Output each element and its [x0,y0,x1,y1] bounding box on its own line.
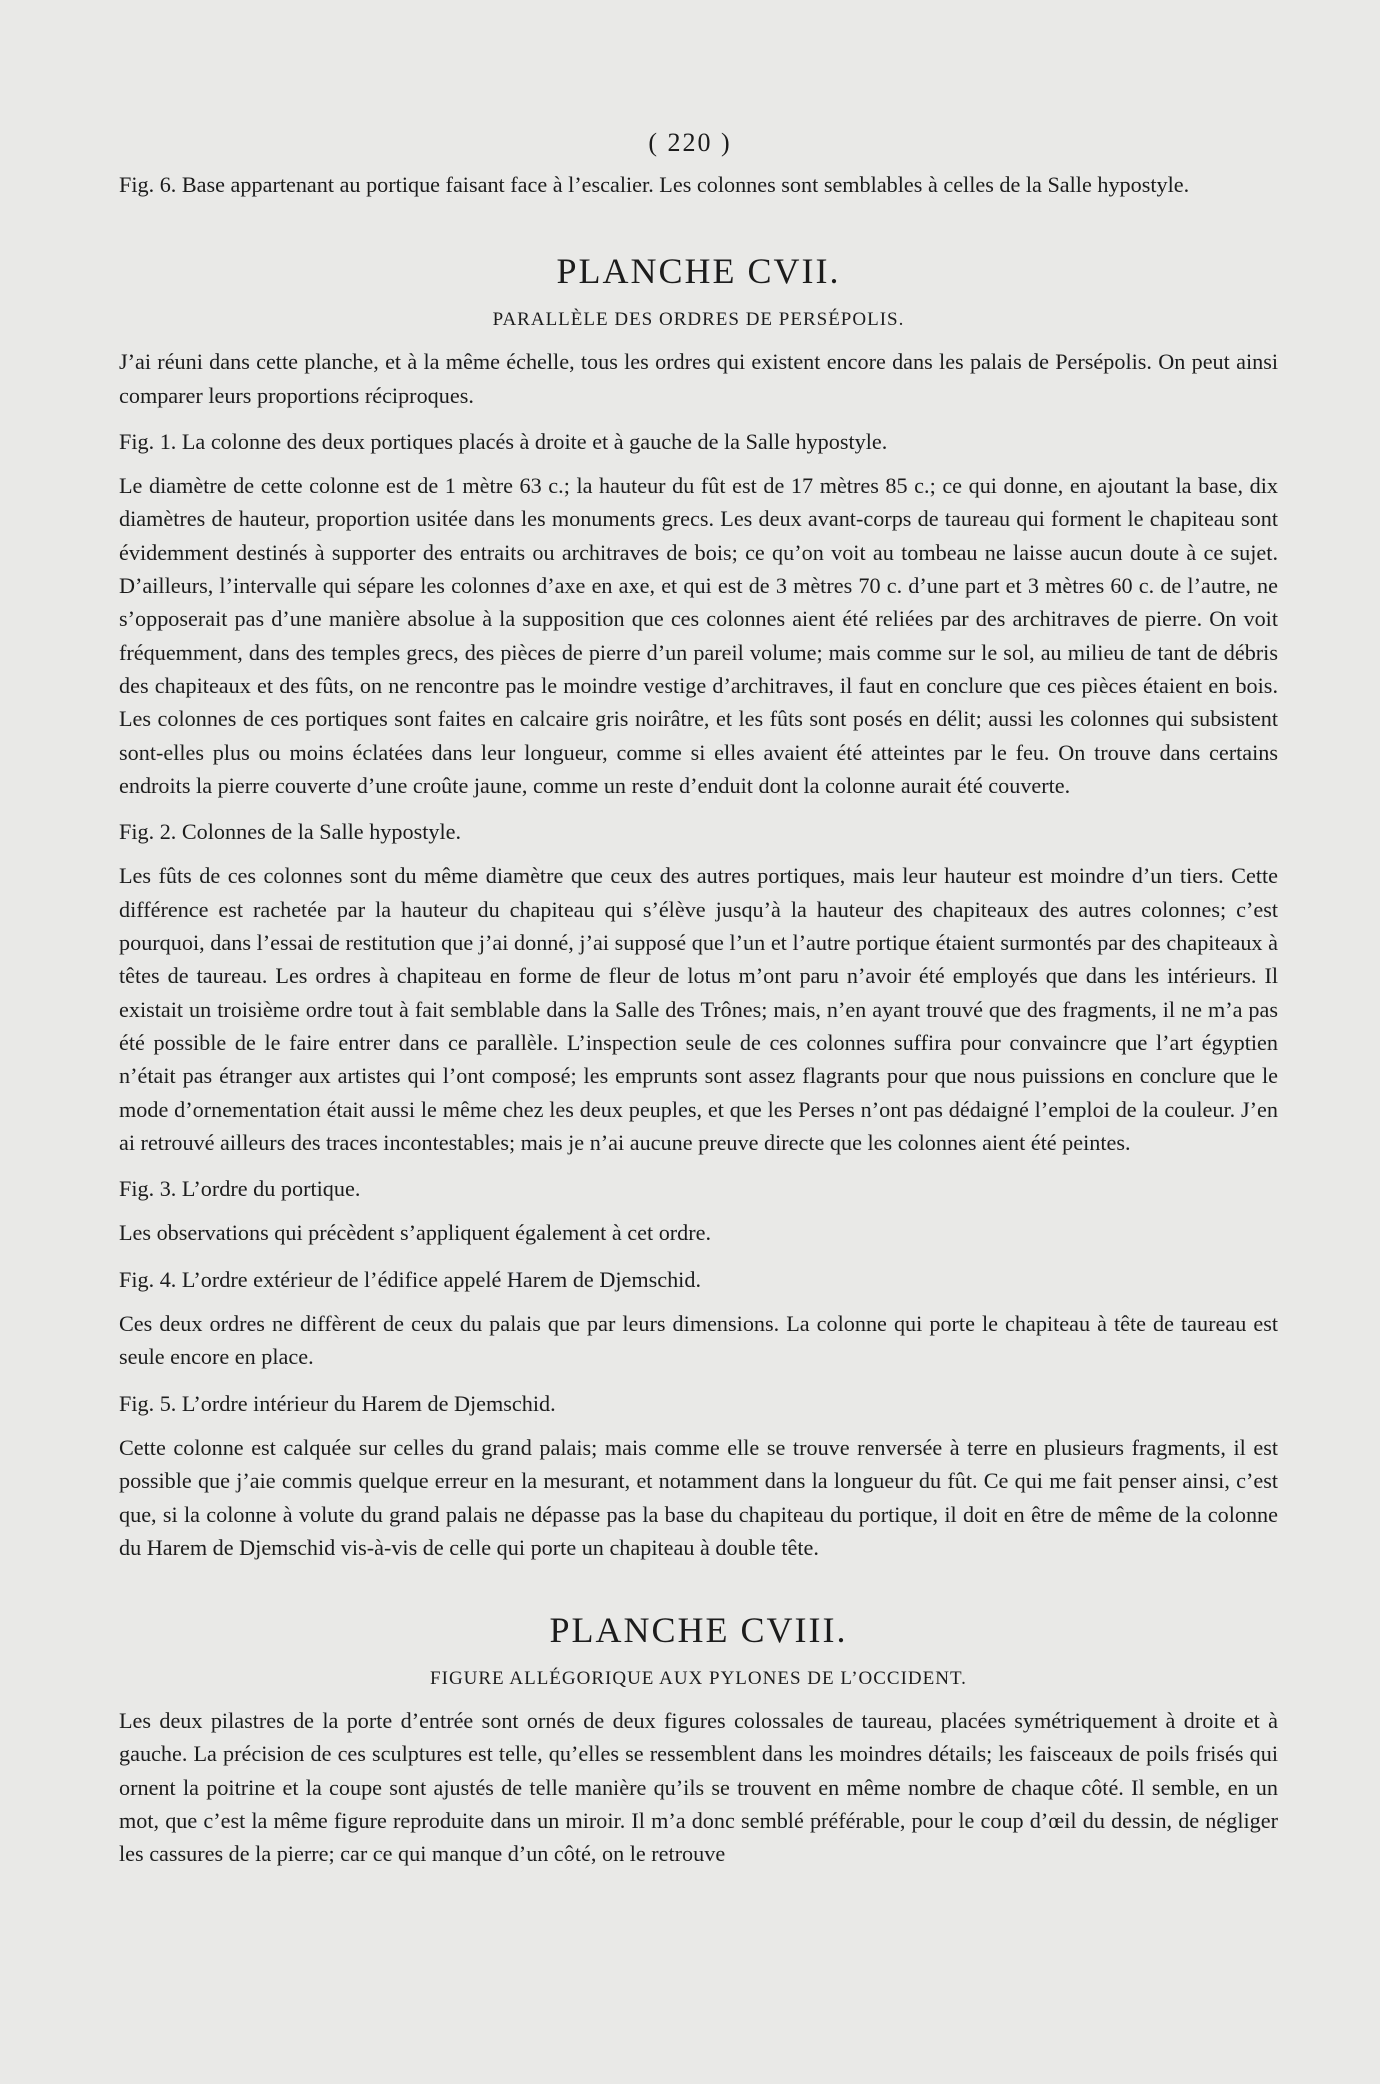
fig5-caption: Fig. 5. L’ordre intérieur du Harem de Djemschid. [119,1390,556,1416]
fig1-paragraph: Le diamètre de cette colonne est de 1 mètre 63 c.; la hauteur du fût est de 17 mètres 85 c.; ce qui donne, en ajoutant la base, dix diamètres de hauteur, proportion usitée dans les monuments grecs. Les deux avant-corps de taureau qui forment le chapiteau sont évidemment destinés à supporter des entraits ou architraves de bois; ce qu’on voit au tombeau ne laisse aucun doute à ce sujet. D’ailleurs, l’intervalle qui sépare les colonnes d’axe en axe, et qui est de 3 mètres 70 c. d’une part et 3 mètres 60 c. de l’autre, ne s’opposerait pas d’une manière absolue à la supposition que ces colonnes aient été reliées par des architraves de pierre. On voit fréquemment, dans des temples grecs, des pièces de pierre d’un pareil volume; mais comme sur le sol, au milieu de tant de débris des chapiteaux et des fûts, on ne rencontre pas le moindre vestige d’architraves, il faut en conclure que ces pièces étaient en bois. Les colonnes de ces portiques sont faites en calcaire gris noirâtre, et les fûts sont posés en délit; aussi les colonnes qui subsistent sont-elles plus ou moins éclatées dans leur longueur, comme si elles avaient été atteintes par le feu. On trouve dans certains endroits la pierre couverte d’une croûte jaune, comme un reste d’enduit dont la colonne aurait été couverte. [119,473,1278,798]
page-number: ( 220 ) [648,128,732,157]
plate-cvii-intro: J’ai réuni dans cette planche, et à la même échelle, tous les ordres qui existent encore dans les palais de Persépolis. On peut ainsi comparer leurs proportions réciproques. [119,349,1278,408]
plate-cvii-subtitle: PARALLÈLE DES ORDRES DE PERSÉPOLIS. [492,309,905,331]
plate-cviii-subtitle: FIGURE ALLÉGORIQUE AUX PYLONES DE L’OCCIDENT. [430,1668,967,1690]
fig2-paragraph: Les fûts de ces colonnes sont du même diamètre que ceux des autres portiques, mais leur hauteur est moindre d’un tiers. Cette différence est rachetée par la hauteur du chapiteau qui s’élève jusqu’à la hauteur des chapiteaux des autres colonnes; c’est pourquoi, dans l’essai de restitution que j’ai donné, j’ai supposé que l’un et l’autre portique étaient surmontés par des chapiteaux à têtes de taureau. Les ordres à chapiteau en forme de fleur de lotus m’ont paru n’avoir été employés que dans les intérieurs. Il existait un troisième ordre tout à fait semblable dans la Salle des Trônes; mais, n’en ayant trouvé que des fragments, il ne m’a pas été possible de le faire entrer dans ce parallèle. L’inspection seule de ces colonnes suffira pour convaincre que l’art égyptien n’était pas étranger aux artistes qui l’ont composé; les emprunts sont assez flagrants pour que nous puissions en conclure que le mode d’ornementation était aussi le même chez les deux peuples, et que les Perses n’ont pas dédaigné l’emploi de la couleur. J’en ai retrouvé ailleurs des traces incontestables; mais je n’ai aucune preuve directe que les colonnes aient été peintes. [119,863,1278,1155]
fig4-caption: Fig. 4. L’ordre extérieur de l’édifice appelé Harem de Djemschid. [119,1266,701,1292]
fig6-caption: Fig. 6. Base appartenant au portique faisant face à l’escalier. Les colonnes sont semblables à celles de la Salle hypostyle. [119,172,1190,197]
fig3-caption: Fig. 3. L’ordre du portique. [119,1176,361,1202]
fig2-caption: Fig. 2. Colonnes de la Salle hypostyle. [119,819,462,845]
page-body [119,168,1278,1884]
fig4-paragraph: Ces deux ordres ne diffèrent de ceux du palais que par leurs dimensions. La colonne qui porte le chapiteau à tête de taureau est seule encore en place. [119,1311,1278,1370]
fig5-paragraph: Cette colonne est calquée sur celles du grand palais; mais comme elle se trouve renversée à terre en plusieurs fragments, il est possible que j’aie commis quelque erreur en la mesurant, et notamment dans la longueur du fût. Ce qui me fait penser ainsi, c’est que, si la colonne à volute du grand palais ne dépasse pas la base du chapiteau du portique, il doit en être de même de la colonne du Harem de Djemschid vis-à-vis de celle qui porte un chapiteau à double tête. [119,1434,1278,1560]
plate-cvii-title: PLANCHE CVII. [556,251,841,292]
fig1-caption: Fig. 1. La colonne des deux portiques placés à droite et à gauche de la Salle hypostyle. [119,428,888,454]
fig3-paragraph: Les observations qui précèdent s’appliquent également à cet ordre. [119,1220,712,1246]
plate-cviii-title: PLANCHE CVIII. [549,1610,848,1651]
plate-cviii-paragraph: Les deux pilastres de la porte d’entrée sont ornés de deux figures colossales de taureau, placées symétriquement à droite et à gauche. La précision de ces sculptures est telle, qu’elles se ressemblent dans les moindres détails; les faisceaux de poils frisés qui ornent la poitrine et la coupe sont ajustés de telle manière qu’ils se trouvent en même nombre de chaque côté. Il semble, en un mot, que c’est la même figure reproduite dans un miroir. Il m’a donc semblé préférable, pour le coup d’œil du dessin, de négliger les cassures de la pierre; car ce qui manque d’un côté, on le retrouve [119,1708,1278,1867]
